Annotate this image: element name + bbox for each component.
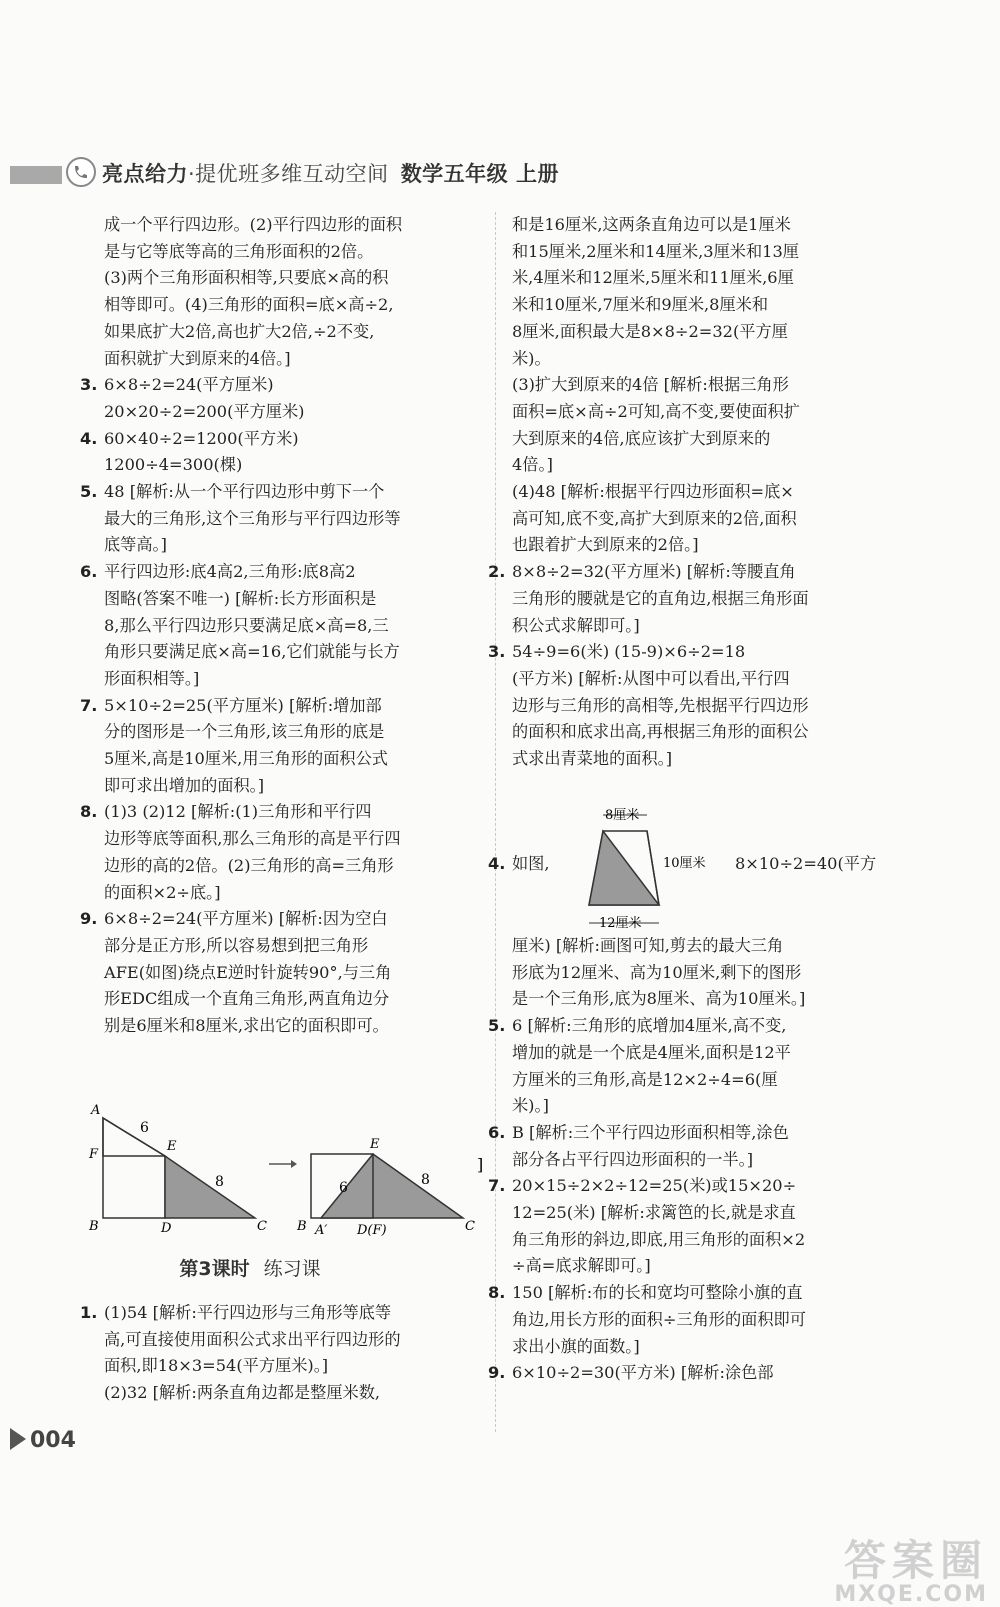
header-title <box>102 158 559 188</box>
answer-line <box>104 1353 484 1380</box>
question-number: 6. <box>80 562 98 582</box>
answer-line <box>512 1147 916 1174</box>
arrow-head <box>291 1160 297 1168</box>
question-number: 8. <box>488 1283 506 1303</box>
answer-text: 增加的就是一个底是4厘米,面积是12平 <box>512 1042 791 1062</box>
figure-q4 <box>575 805 755 935</box>
answer-text: 6×10÷2=30(平方米) [解析:涂色部 <box>512 1363 774 1383</box>
answer-line <box>488 1173 916 1200</box>
answer-text: 150 [解析:布的长和宽均可整除小旗的直 <box>512 1283 803 1303</box>
answer-line <box>512 719 916 746</box>
answer-line <box>512 666 916 693</box>
question-number: 1. <box>80 1303 98 1322</box>
answer-text: 和15厘米,2厘米和14厘米,3厘米和13厘 <box>512 241 799 261</box>
answer-line <box>104 773 484 800</box>
answer-text: 20×15÷2×2÷12=25(米)或15×20÷ <box>512 1176 797 1196</box>
answer-line <box>488 1013 916 1040</box>
answer-text: 角形只要满足底×高=16,它们就能与长方 <box>104 642 400 662</box>
label-e: E <box>167 1139 177 1154</box>
answer-line <box>512 746 916 773</box>
answer-text: 60×40÷2=1200(平方米) <box>104 428 299 448</box>
answer-text: 是一个三角形,底为8厘米、高为10厘米。] <box>512 989 806 1009</box>
answer-text: 如果底扩大2倍,高也扩大2倍,÷2不变, <box>104 321 375 341</box>
question-number: 4. <box>80 428 98 448</box>
answer-line <box>512 506 916 533</box>
answer-text: 也跟着扩大到原来的2倍。] <box>512 535 699 555</box>
label-d: D <box>161 1221 172 1236</box>
answer-text: 是与它等底等高的三角形面积的2倍。 <box>104 241 374 261</box>
header-bar <box>10 166 62 184</box>
trapezoid-diagram <box>575 805 755 935</box>
rotation-diagram <box>85 1088 505 1238</box>
answer-line <box>80 479 484 506</box>
answer-text: 12=25(米) [解析:求篱笆的长,就是求直 <box>512 1203 796 1223</box>
answer-line <box>512 693 916 720</box>
left-answers-part1 <box>80 212 484 1040</box>
answer-text: 1200÷4=300(棵) <box>104 455 243 475</box>
answer-text: 大到原来的4倍,底应该扩大到原来的 <box>512 428 771 448</box>
left-square-outline <box>103 1118 165 1218</box>
answer-line <box>512 372 916 399</box>
answer-text: 高可知,底不变,高扩大到原来的2倍,面积 <box>512 508 797 528</box>
answer-line <box>104 532 484 559</box>
answer-text: 米和10厘米,7厘米和9厘米,8厘米和 <box>512 295 769 315</box>
answer-line <box>512 1253 916 1280</box>
answer-line <box>104 265 484 292</box>
watermark-url: MXQE.COM <box>834 1582 988 1607</box>
answer-text: 8×8÷2=32(平方厘米) [解析:等腰直角 <box>512 562 796 582</box>
answer-line <box>488 1360 916 1387</box>
answer-line <box>80 559 484 586</box>
answer-text: 5厘米,高是10厘米,用三角形的面积公式 <box>104 749 388 769</box>
question-number: 8. <box>80 802 98 822</box>
right-answers-part2 <box>488 933 916 1387</box>
length-ec: 8 <box>215 1174 224 1190</box>
answer-line <box>104 826 484 853</box>
q4-formula: 8×10÷2=40(平方 <box>735 854 877 873</box>
answer-line <box>104 292 484 319</box>
answer-line <box>512 452 916 479</box>
answer-line <box>104 1327 484 1354</box>
answer-text: 面积,即18×3=54(平方厘米)。] <box>104 1356 329 1376</box>
question-number: 7. <box>488 1176 506 1196</box>
answer-text: 8厘米,面积最大是8×8÷2=32(平方厘 <box>512 321 788 341</box>
play-triangle-icon <box>10 1428 26 1450</box>
answer-text: 面积=底×高÷2可知,高不变,要使面积扩 <box>512 401 800 421</box>
answer-line <box>104 506 484 533</box>
bottom-label: 12厘米 <box>599 916 642 931</box>
answer-text: 形EDC组成一个直角三角形,两直角边分 <box>104 989 390 1009</box>
lesson-name: 练习课 <box>263 1258 321 1280</box>
left-answers-part2 <box>80 1300 484 1407</box>
top-label: 8厘米 <box>605 808 640 823</box>
answer-text: 米,4厘米和12厘米,5厘米和11厘米,6厘 <box>512 268 794 288</box>
answer-line <box>512 613 916 640</box>
answer-text: 米)。 <box>512 348 551 368</box>
answer-line <box>512 586 916 613</box>
triangle-afe <box>103 1118 165 1156</box>
answer-text: (3)扩大到原来的4倍 [解析:根据三角形 <box>512 375 789 395</box>
answer-text: 形底为12厘米、高为10厘米,剩下的图形 <box>512 962 802 982</box>
label-f: F <box>89 1147 99 1162</box>
answer-line <box>104 666 484 693</box>
running-header <box>10 152 650 192</box>
answer-text: 6×8÷2=24(平方厘米) [解析:因为空白 <box>104 909 388 929</box>
answer-text: 边形的高的2倍。(2)三角形的高=三角形 <box>104 855 394 875</box>
label-c: C <box>257 1219 267 1234</box>
answer-text: B [解析:三个平行四边形面积相等,涂色 <box>512 1122 789 1142</box>
answer-line <box>512 933 916 960</box>
answer-line <box>104 639 484 666</box>
answer-line <box>104 719 484 746</box>
answer-line <box>104 986 484 1013</box>
brand-name: 亮点给力 <box>102 162 188 186</box>
answer-text: 方厘米的三角形,高是12×2÷4=6(厘 <box>512 1069 778 1089</box>
answer-text: 求出小旗的面数。] <box>512 1336 640 1356</box>
answer-text: 角边,用长方形的面积÷三角形的面积即可 <box>512 1309 806 1329</box>
answer-text: 三角形的腰就是它的直角边,根据三角形面 <box>512 588 809 608</box>
answer-line <box>104 960 484 987</box>
answer-text: 厘米) [解析:画图可知,剪去的最大三角 <box>512 936 784 955</box>
answer-text: 即可求出增加的面积。] <box>104 775 265 795</box>
answer-text: 6×8÷2=24(平方厘米) <box>104 375 274 395</box>
answer-line <box>512 1093 916 1120</box>
answer-line <box>512 960 916 987</box>
answer-line <box>512 1227 916 1254</box>
answer-line <box>512 986 916 1013</box>
lesson-number: 第3课时 <box>179 1258 250 1280</box>
label-a-prime: A′ <box>315 1223 328 1238</box>
question-number: 3. <box>80 375 98 395</box>
answer-line <box>80 799 484 826</box>
answer-line <box>80 372 484 399</box>
answer-text: 48 [解析:从一个平行四边形中剪下一个 <box>104 482 385 502</box>
answer-line <box>512 1200 916 1227</box>
answer-text: 相等即可。(4)三角形的面积=底×高÷2, <box>104 295 394 315</box>
answer-line <box>512 239 916 266</box>
answer-text: 角三角形的斜边,即底,用三角形的面积×2 <box>512 1229 806 1249</box>
question-number: 5. <box>488 1016 506 1036</box>
answer-text: 米)。] <box>512 1096 549 1116</box>
answer-text: 边形与三角形的高相等,先根据平行四边形 <box>512 695 809 715</box>
answer-line <box>80 693 484 720</box>
answer-text: (4)48 [解析:根据平行四边形面积=底× <box>512 482 794 502</box>
answer-line <box>104 319 484 346</box>
answer-line <box>80 426 484 453</box>
phone-icon <box>66 157 96 187</box>
answer-line <box>488 1120 916 1147</box>
label-b: B <box>89 1219 99 1234</box>
answer-line <box>104 853 484 880</box>
figure-q9 <box>85 1088 505 1238</box>
answer-line <box>104 746 484 773</box>
question-number: 9. <box>80 909 98 929</box>
question-number: 5. <box>80 482 98 502</box>
answer-line <box>104 452 484 479</box>
answer-line <box>104 239 484 266</box>
length-6: 6 <box>339 1180 348 1196</box>
label-e2: E <box>370 1137 380 1152</box>
answer-text: 的面积×2÷底。] <box>104 882 221 902</box>
length-8: 8 <box>421 1172 430 1188</box>
answer-line <box>512 265 916 292</box>
answer-text: 平行四边形:底4高2,三角形:底8高2 <box>104 562 356 582</box>
label-df: D(F) <box>357 1223 387 1238</box>
q4-line <box>488 850 550 874</box>
right-column <box>488 212 916 773</box>
answer-line <box>488 559 916 586</box>
answer-text: (3)两个三角形面积相等,只要底×高的积 <box>104 268 389 288</box>
answer-text: (平方米) [解析:从图中可以看出,平行四 <box>512 668 790 688</box>
answer-text: 部分各占平行四边形面积的一半。] <box>512 1149 754 1169</box>
length-ae: 6 <box>140 1120 149 1136</box>
answer-text: 20×20÷2=200(平方厘米) <box>104 401 305 421</box>
answer-text: 8,那么平行四边形只要满足底×高=8,三 <box>104 615 389 635</box>
question-number: 3. <box>488 642 506 662</box>
answer-line <box>488 639 916 666</box>
answer-text: 高,可直接使用面积公式求出平行四边形的 <box>104 1329 401 1349</box>
answer-text: 面积就扩大到原来的4倍。] <box>104 348 291 368</box>
answer-text: 别是6厘米和8厘米,求出它的面积即可。 <box>104 1016 389 1036</box>
question-number: 2. <box>488 562 506 582</box>
label-b2: B <box>297 1219 307 1234</box>
answer-line <box>512 346 916 373</box>
column-divider <box>495 212 496 1432</box>
left-column <box>80 212 484 1040</box>
answer-text: 4倍。] <box>512 455 553 475</box>
label-c2: C <box>465 1219 475 1234</box>
right-column-part2 <box>488 933 916 1387</box>
answer-text: ÷高=底求解即可。] <box>512 1256 651 1276</box>
answer-text: 部分是正方形,所以容易想到把三角形 <box>104 935 369 955</box>
answer-line <box>104 1013 484 1040</box>
watermark-title: 答案圈 <box>843 1536 988 1585</box>
page-number-text: 004 <box>30 1428 76 1453</box>
answer-line <box>512 292 916 319</box>
book-title: 数学五年级 上册 <box>400 162 559 186</box>
answer-text: 底等高。] <box>104 535 167 555</box>
right-answers-part1 <box>488 212 916 773</box>
left-column-part2 <box>80 1300 484 1407</box>
answer-text: AFE(如图)绕点E逆时针旋转90°,与三角 <box>104 962 392 982</box>
answer-text: 最大的三角形,这个三角形与平行四边形等 <box>104 508 401 528</box>
answer-line <box>512 212 916 239</box>
answer-text: 6 [解析:三角形的底增加4厘米,高不变, <box>512 1016 787 1036</box>
answer-text: 式求出青菜地的面积。] <box>512 749 673 769</box>
answer-text: (1)3 (2)12 [解析:(1)三角形和平行四 <box>104 802 372 822</box>
answer-text: 和是16厘米,这两条直角边可以是1厘米 <box>512 215 791 234</box>
question-number: 7. <box>80 695 98 715</box>
watermark <box>834 1528 988 1607</box>
answer-line <box>512 426 916 453</box>
q4-number: 4. <box>488 854 506 873</box>
answer-line <box>104 1380 484 1407</box>
answer-text: 的面积和底求出高,再根据三角形的面积公 <box>512 722 809 742</box>
answer-line <box>488 1280 916 1307</box>
answer-line <box>104 586 484 613</box>
side-label: 10厘米 <box>663 856 706 871</box>
question-number: 9. <box>488 1363 506 1383</box>
answer-line <box>512 1040 916 1067</box>
page-number <box>10 1428 76 1453</box>
triangle-edc <box>165 1156 255 1218</box>
answer-line <box>80 906 484 933</box>
lesson-heading <box>0 1254 500 1281</box>
answer-line <box>104 880 484 907</box>
answer-text: 图略(答案不唯一) [解析:长方形面积是 <box>104 588 377 608</box>
answer-text: 54÷9=6(米) (15-9)×6÷2=18 <box>512 642 746 662</box>
answer-line <box>512 532 916 559</box>
answer-line <box>104 399 484 426</box>
answer-line <box>104 212 484 239</box>
answer-text: 成一个平行四边形。(2)平行四边形的面积 <box>104 215 403 234</box>
answer-line <box>512 1067 916 1094</box>
answer-line <box>80 1300 484 1327</box>
q4-lead: 如图, <box>512 854 550 873</box>
answer-line <box>512 479 916 506</box>
answer-line <box>104 933 484 960</box>
answer-line <box>512 1334 916 1361</box>
answer-line <box>104 613 484 640</box>
answer-line <box>512 1307 916 1334</box>
question-number: 6. <box>488 1122 506 1142</box>
answer-text: 积公式求解即可。] <box>512 615 640 635</box>
answer-text: 分的图形是一个三角形,该三角形的底是 <box>104 722 385 742</box>
answer-line <box>512 319 916 346</box>
brand-subtitle: ·提优班多维互动空间 <box>188 162 389 186</box>
answer-text: (1)54 [解析:平行四边形与三角形等底等 <box>104 1303 392 1322</box>
label-a: A <box>91 1103 101 1118</box>
answer-text: (2)32 [解析:两条直角边都是整厘米数, <box>104 1383 381 1403</box>
answer-text: 边形等底等面积,那么三角形的高是平行四 <box>104 829 401 849</box>
closing-bracket: ] <box>477 1155 484 1174</box>
answer-line <box>104 346 484 373</box>
answer-text: 5×10÷2=25(平方厘米) [解析:增加部 <box>104 695 382 715</box>
answer-line <box>512 399 916 426</box>
answer-text: 形面积相等。] <box>104 668 200 688</box>
